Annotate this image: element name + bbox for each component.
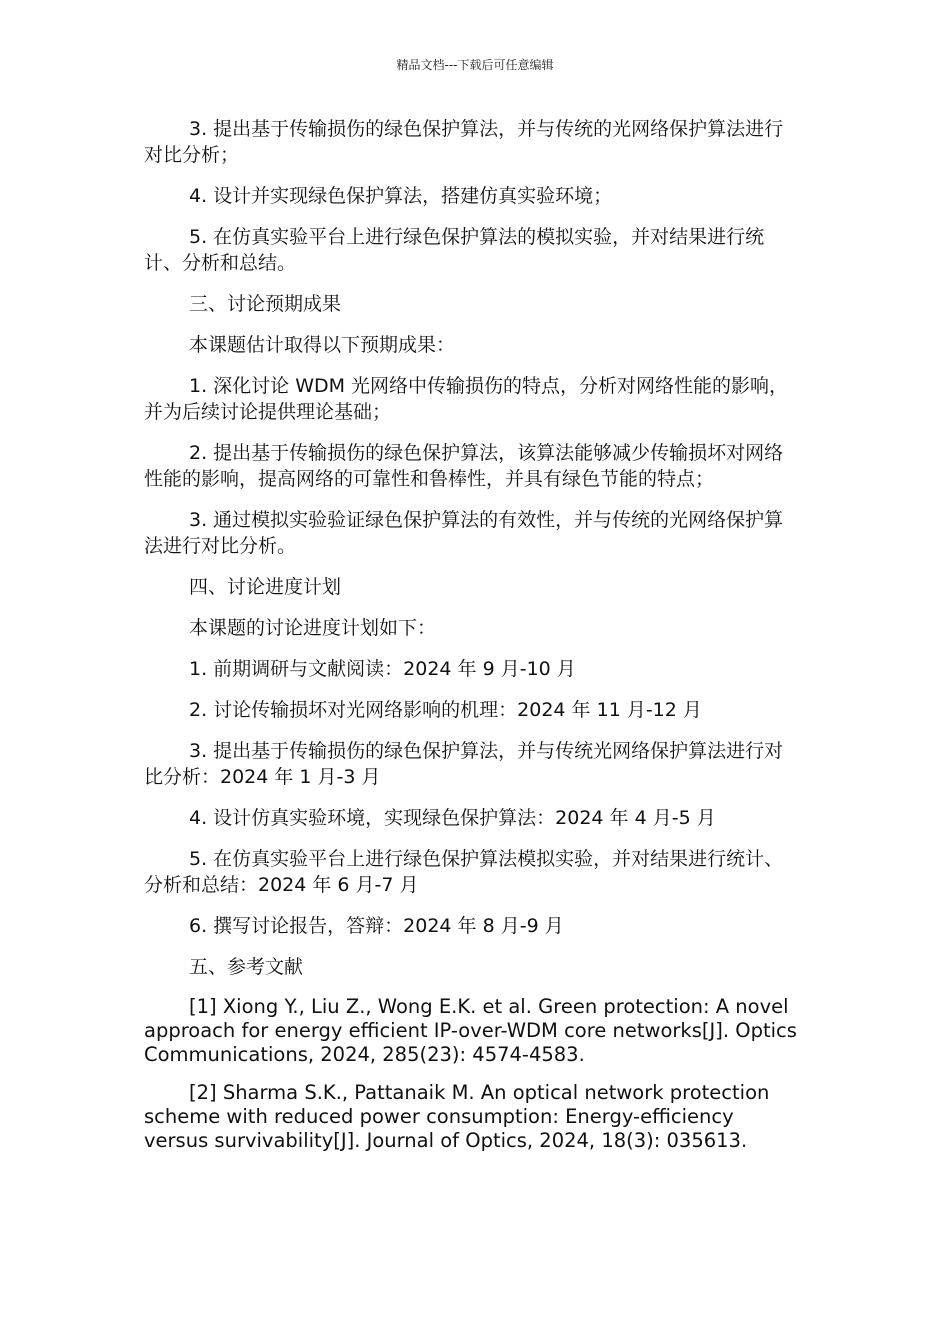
list-item-schedule-4: 4. 设计仿真实验环境，实现绿色保护算法：2024 年 4 月-5 月: [189, 807, 716, 829]
reference-item-1: [1] Xiong Y., Liu Z., Wong E.K. et al. Green protection: A novel approach for energy efficient IP-over-WDM core networks[J]. Optics Communications, 2024, 285(23): 4574-4583.: [144, 995, 797, 1066]
list-item-task-3: 3. 提出基于传输损伤的绿色保护算法，并与传统的光网络保护算法进行对比分析；: [144, 118, 784, 166]
list-item-schedule-6: 6. 撰写讨论报告，答辩：2024 年 8 月-9 月: [189, 915, 564, 937]
list-item-schedule-2: 2. 讨论传输损坏对光网络影响的机理：2024 年 11 月-12 月: [189, 699, 702, 721]
list-item-schedule-5: 5. 在仿真实验平台上进行绿色保护算法模拟实验，并对结果进行统计、分析和总结：2024 年 6 月-7 月: [144, 848, 784, 896]
list-item-result-3: 3. 通过模拟实验验证绿色保护算法的有效性，并与传统的光网络保护算法进行对比分析。: [144, 509, 784, 557]
page-header: 精品文档---下载后可任意编辑: [396, 58, 554, 72]
list-item-task-4: 4. 设计并实现绿色保护算法，搭建仿真实验环境；: [189, 185, 613, 207]
list-item-schedule-1: 1. 前期调研与文献阅读：2024 年 9 月-10 月: [189, 658, 576, 680]
expected-results-intro: 本课题估计取得以下预期成果：: [189, 334, 456, 356]
document-body: [144, 116, 800, 1167]
list-item-result-1: 1. 深化讨论 WDM 光网络中传输损伤的特点，分析对网络性能的影响，并为后续讨论提供理论基础；: [144, 375, 789, 423]
list-item-task-5: 5. 在仿真实验平台上进行绿色保护算法的模拟实验，并对结果进行统计、分析和总结。: [144, 226, 765, 274]
section-heading-schedule: 四、讨论进度计划: [189, 576, 342, 598]
list-item-schedule-3: 3. 提出基于传输损伤的绿色保护算法，并与传统光网络保护算法进行对比分析：2024 年 1 月-3 月: [144, 740, 784, 788]
reference-item-2: [2] Sharma S.K., Pattanaik M. An optical network protection scheme with reduced power consumption: Energy-efficiency versus survivability[J]. Journal of Optics, 2024, 18(3): 035613.: [144, 1081, 770, 1152]
list-item-result-2: 2. 提出基于传输损伤的绿色保护算法，该算法能够减少传输损坏对网络性能的影响，提高网络的可靠性和鲁棒性，并具有绿色节能的特点；: [144, 442, 784, 490]
section-heading-references: 五、参考文献: [189, 956, 304, 978]
section-heading-expected-results: 三、讨论预期成果: [189, 293, 342, 315]
schedule-intro: 本课题的讨论进度计划如下：: [189, 617, 437, 639]
